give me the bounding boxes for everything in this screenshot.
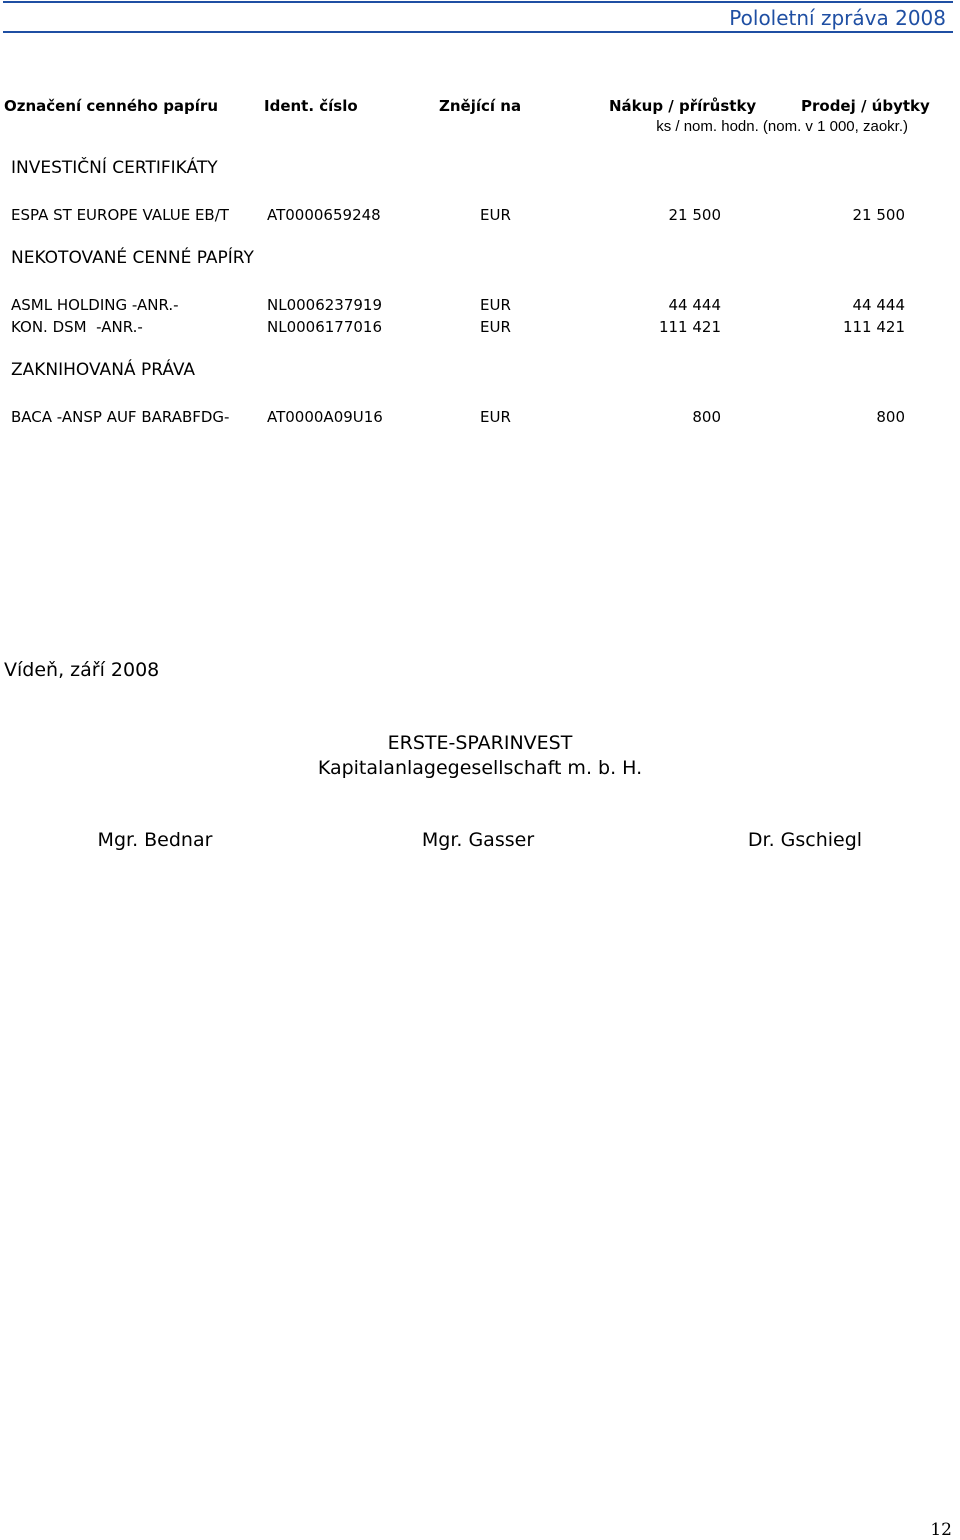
security-sale: 21 500 xyxy=(852,206,905,224)
table-row xyxy=(0,206,960,226)
column-header-purchase: Nákup / přírůstky xyxy=(609,97,757,115)
security-isin: AT0000659248 xyxy=(267,206,381,224)
header-top-rule xyxy=(3,1,953,3)
page-number: 12 xyxy=(930,1520,952,1540)
security-currency: EUR xyxy=(480,206,511,224)
security-sale: 111 421 xyxy=(842,318,905,336)
security-purchase: 800 xyxy=(692,408,721,426)
column-header-name: Označení cenného papíru xyxy=(4,97,219,115)
security-currency: EUR xyxy=(480,296,511,314)
security-currency: EUR xyxy=(480,318,511,336)
security-sale: 44 444 xyxy=(852,296,905,314)
column-header-isin: Ident. číslo xyxy=(264,97,358,115)
report-title: Pololetní zpráva 2008 xyxy=(729,6,946,30)
security-sale: 800 xyxy=(876,408,905,426)
company-legal-name: Kapitalanlagegesellschaft m. b. H. xyxy=(317,757,643,779)
signatory-name: Dr. Gschiegl xyxy=(747,829,863,851)
security-name: KON. DSM -ANR.- xyxy=(11,318,143,336)
column-header-currency: Znějící na xyxy=(439,97,522,115)
signatory-name: Mgr. Bednar xyxy=(97,829,213,851)
column-header-sale: Prodej / úbytky xyxy=(801,97,930,115)
security-isin: NL0006177016 xyxy=(267,318,383,336)
table-row xyxy=(0,408,960,428)
security-isin: NL0006237919 xyxy=(267,296,383,314)
header-bottom-rule xyxy=(3,31,953,33)
security-name: ESPA ST EUROPE VALUE EB/T xyxy=(11,206,229,224)
security-purchase: 44 444 xyxy=(668,296,721,314)
section-title: INVESTIČNÍ CERTIFIKÁTY xyxy=(11,158,218,178)
security-purchase: 21 500 xyxy=(668,206,721,224)
signatory-name: Mgr. Gasser xyxy=(421,829,535,851)
security-currency: EUR xyxy=(480,408,511,426)
table-row xyxy=(0,318,960,338)
security-name: ASML HOLDING -ANR.- xyxy=(11,296,179,314)
security-name: BACA -ANSP AUF BARABFDG- xyxy=(11,408,230,426)
unit-note: ks / nom. hodn. (nom. v 1 000, zaokr.) xyxy=(656,118,908,135)
security-purchase: 111 421 xyxy=(658,318,721,336)
security-isin: AT0000A09U16 xyxy=(267,408,383,426)
place-date: Vídeň, září 2008 xyxy=(4,659,160,681)
section-title: NEKOTOVANÉ CENNÉ PAPÍRY xyxy=(11,248,254,268)
table-row xyxy=(0,296,960,316)
section-title: ZAKNIHOVANÁ PRÁVA xyxy=(11,360,196,380)
company-name: ERSTE-SPARINVEST xyxy=(387,732,573,754)
